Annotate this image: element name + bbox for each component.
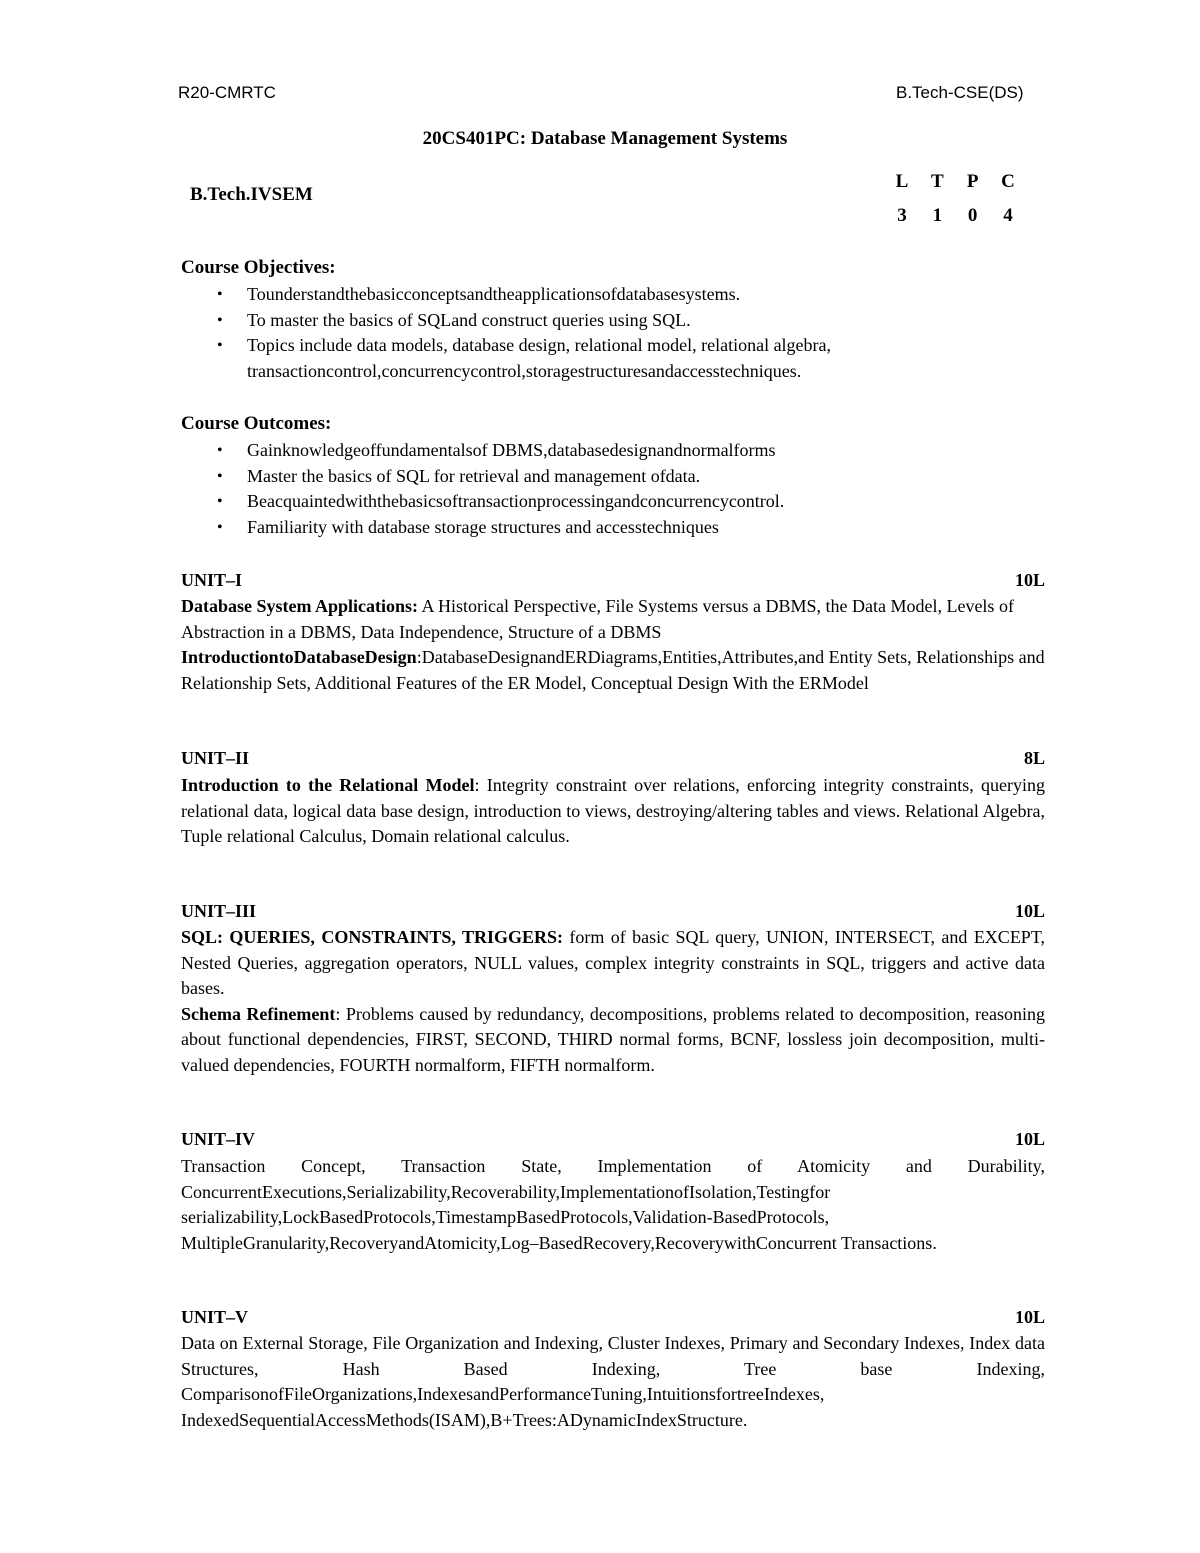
- outcomes-list: [181, 438, 1001, 540]
- topic-text: : Integrity constraint over relations, enforcing integrity constraints, querying relational data, logical data base design, introduction to views, destroying/altering tables and views. Relational Algebra, Tuple relational Calculus, Domain relational calculus.: [181, 775, 1045, 846]
- topic-text: Data on External Storage, File Organization and Indexing, Cluster Indexes, Primary and Secondary Indexes, Index data Structures, Hash Based Indexing, Tree base Indexing, ComparisonofFileOrganizations,IndexesandPerformanceTuning,IntuitionsfortreeIndexes, IndexedSequentialAccessMethods(ISAM),B+Trees:ADynamicIndexStructure.: [181, 1333, 1045, 1430]
- bullet-icon: •: [217, 442, 223, 459]
- course-title: 20CS401PC: Database Management Systems: [422, 128, 788, 149]
- objective-text: Topics include data models, database design, relational model, relational algebra, transactioncontrol,concurrencycontrol,storagestructuresandaccesstechniques.: [247, 335, 832, 381]
- semester-label: B.Tech.IVSEM: [190, 184, 313, 205]
- unit-name: UNIT–IV: [181, 1129, 256, 1149]
- outcome-text: Familiarity with database storage structures and accesstechniques: [247, 516, 719, 537]
- unit-3-heading: [181, 901, 1045, 922]
- unit-3-body: [181, 925, 1045, 1078]
- ltpc-value-p: 0: [967, 205, 978, 226]
- list-item: [181, 489, 1001, 515]
- unit-hours: 10L: [1014, 1129, 1045, 1149]
- topic-heading: Database System Applications:: [181, 596, 419, 616]
- unit-2-body: [181, 773, 1045, 850]
- unit-name: UNIT–V: [181, 1307, 249, 1327]
- unit-hours: 10L: [1014, 901, 1045, 921]
- unit-1-body: [181, 594, 1045, 696]
- list-item: [181, 282, 1001, 308]
- unit-name: UNIT–I: [181, 570, 243, 590]
- objective-text: To master the basics of SQLand construct queries using SQL.: [247, 309, 691, 330]
- topic-text: A Historical Perspective, File Systems versus a DBMS, the Data Model, Levels of Abstraction in a DBMS, Data Independence, Structure of a DBMS: [181, 596, 1014, 642]
- topic-text: :DatabaseDesignandERDiagrams,Entities,Attributes,and Entity Sets, Relationships and Relationship Sets, Additional Features of the ER Model, Conceptual Design With the ERModel: [181, 647, 1045, 693]
- unit-2-heading: [181, 748, 1045, 769]
- header-left: R20-CMRTC: [178, 83, 276, 102]
- objectives-list: [181, 282, 1001, 384]
- unit-paragraph: [181, 594, 1045, 645]
- list-item: [181, 308, 1001, 334]
- header-right: B.Tech-CSE(DS): [896, 83, 1024, 102]
- ltpc-label-l: L: [895, 171, 909, 192]
- topic-text: : Problems caused by redundancy, decompositions, problems related to decomposition, reasoning about functional dependencies, FIRST, SECOND, THIRD normal forms, BCNF, lossless join decomposition, multi-valued dependencies, FOURTH normalform, FIFTH normalform.: [181, 1003, 1045, 1075]
- unit-4-heading: [181, 1129, 1045, 1150]
- list-item: [181, 464, 1001, 490]
- outcome-text: Gainknowledgeoffundamentalsof DBMS,databasedesignandnormalforms: [247, 440, 776, 460]
- ltpc-value-l: 3: [897, 205, 907, 226]
- topic-text: Transaction Concept, Transaction State, Implementation of Atomicity and Durability, ConcurrentExecutions,Serializability,Recoverability,ImplementationofIsolation,Testingfor serializability,LockBasedProtocols,TimestampBasedProtocols,Validation-BasedProtocols, MultipleGranularity,RecoveryandAtomicity,Log–BasedRecovery,RecoverywithConcurrent Transactions.: [181, 1156, 1045, 1253]
- list-item: [181, 515, 1001, 541]
- unit-name: UNIT–II: [181, 748, 250, 768]
- bullet-icon: •: [217, 493, 223, 510]
- unit-5-heading: [181, 1307, 1045, 1328]
- bullet-icon: •: [217, 311, 223, 329]
- topic-heading: SQL: QUERIES, CONSTRAINTS, TRIGGERS:: [181, 927, 563, 947]
- ltpc-label-p: P: [966, 171, 979, 192]
- unit-hours: 10L: [1014, 1307, 1045, 1327]
- unit-paragraph: [181, 1002, 1045, 1079]
- unit-paragraph: [181, 1154, 1045, 1256]
- objectives-heading: Course Objectives:: [181, 257, 336, 278]
- unit-5-body: [181, 1331, 1045, 1433]
- ltpc-label-t: T: [930, 171, 944, 192]
- ltpc-values: [890, 205, 1020, 227]
- unit-paragraph: [181, 773, 1045, 850]
- topic-heading: Introduction to the Relational Model: [181, 775, 475, 795]
- ltpc-value-t: 1: [932, 205, 943, 226]
- bullet-icon: •: [217, 286, 223, 303]
- topic-text: form of basic SQL query, UNION, INTERSECT, and EXCEPT, Nested Queries, aggregation operators, NULL values, complex integrity constraints in SQL, triggers and active data bases.: [181, 927, 1045, 998]
- ltpc-labels: [890, 171, 1020, 193]
- outcomes-heading: Course Outcomes:: [181, 413, 332, 434]
- bullet-icon: •: [217, 467, 223, 485]
- unit-1-heading: [181, 570, 1045, 591]
- unit-paragraph: [181, 1331, 1045, 1433]
- outcome-text: Beacquaintedwiththebasicsoftransactionprocessingandconcurrencycontrol.: [247, 491, 785, 511]
- bullet-icon: •: [217, 337, 223, 354]
- topic-heading: IntroductiontoDatabaseDesign: [181, 647, 417, 667]
- unit-name: UNIT–III: [181, 901, 257, 921]
- outcome-text: Master the basics of SQL for retrieval and management ofdata.: [247, 465, 701, 486]
- ltpc-label-c: C: [1001, 171, 1015, 192]
- unit-paragraph: [181, 925, 1045, 1002]
- list-item: [181, 438, 1001, 464]
- unit-hours: 8L: [1023, 748, 1045, 768]
- unit-4-body: [181, 1154, 1045, 1256]
- unit-hours: 10L: [1014, 570, 1045, 590]
- topic-heading: Schema Refinement: [181, 1003, 336, 1024]
- bullet-icon: •: [217, 518, 223, 536]
- objective-text: Tounderstandthebasicconceptsandtheapplicationsofdatabasesystems.: [247, 284, 741, 304]
- unit-paragraph: [181, 645, 1045, 696]
- ltpc-value-c: 4: [1003, 205, 1013, 226]
- list-item: [181, 333, 987, 384]
